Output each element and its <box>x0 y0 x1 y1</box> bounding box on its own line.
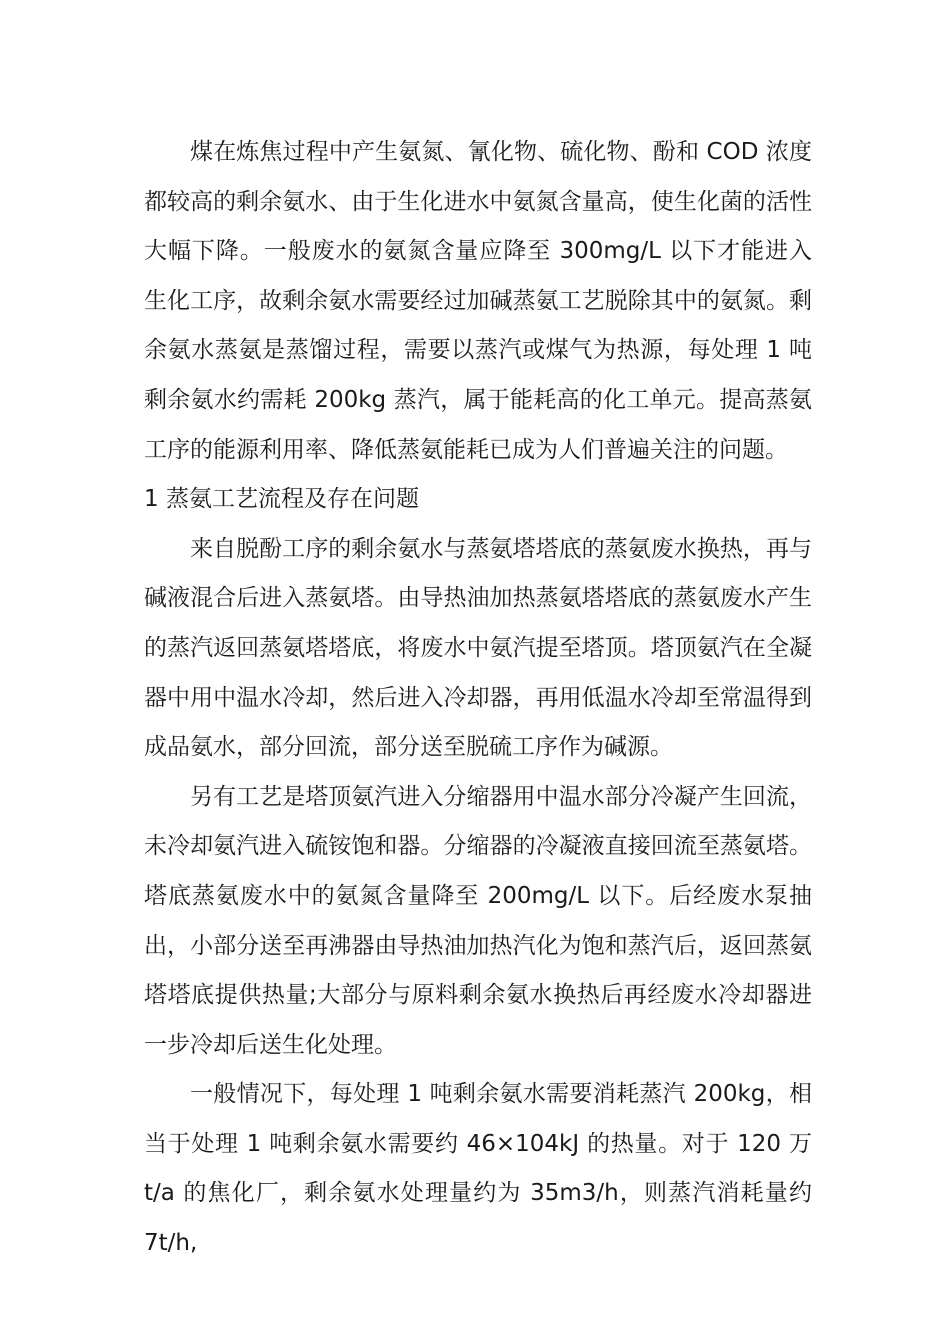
paragraph-process-flow: 来自脱酚工序的剩余氨水与蒸氨塔塔底的蒸氨废水换热，再与碱液混合后进入蒸氨塔。由导热油加热蒸氨塔塔底的蒸氨废水产生的蒸汽返回蒸氨塔塔底，将废水中氨汽提至塔顶。塔顶氨汽在全凝器中用中温水冷却，然后进入冷却器，再用低温水冷却至常温得到成品氨水，部分回流，部分送至脱硫工序作为碱源。 <box>144 535 812 761</box>
paragraph-energy-consumption: 一般情况下，每处理 1 吨剩余氨水需要消耗蒸汽 200kg，相当于处理 1 吨剩余氨水需要约 46×104kJ 的热量。对于 120 万 t/a 的焦化厂，剩余氨水处理量约为 35m3/h，则蒸汽消耗量约 7t/h, <box>144 1081 812 1257</box>
section-heading: 1 蒸氨工艺流程及存在问题 <box>144 486 419 513</box>
paragraph-alternative-process: 另有工艺是塔顶氨汽进入分缩器用中温水部分冷凝产生回流，未冷却氨汽进入硫铵饱和器。分缩器的冷凝液直接回流至蒸氨塔。塔底蒸氨废水中的氨氮含量降至 200mg/L 以下。后经废水泵抽出，小部分送至再沸器由导热油加热汽化为饱和蒸汽后，返回蒸氨塔塔底提供热量;大部分与原料剩余氨水换热后再经废水冷却器进一步冷却后送生化处理。 <box>144 783 812 1058</box>
document-body <box>144 128 812 1269</box>
paragraph-intro: 煤在炼焦过程中产生氨氮、氰化物、硫化物、酚和 COD 浓度都较高的剩余氨水、由于生化进水中氨氮含量高，使生化菌的活性大幅下降。一般废水的氨氮含量应降至 300mg/L 以下才能进入生化工序，故剩余氨水需要经过加碱蒸氨工艺脱除其中的氨氮。剩余氨水蒸氨是蒸馏过程，需要以蒸汽或煤气为热源，每处理 1 吨剩余氨水约需耗 200kg 蒸汽，属于能耗高的化工单元。提高蒸氨工序的能源利用率、降低蒸氨能耗已成为人们普遍关注的问题。 <box>144 139 812 463</box>
